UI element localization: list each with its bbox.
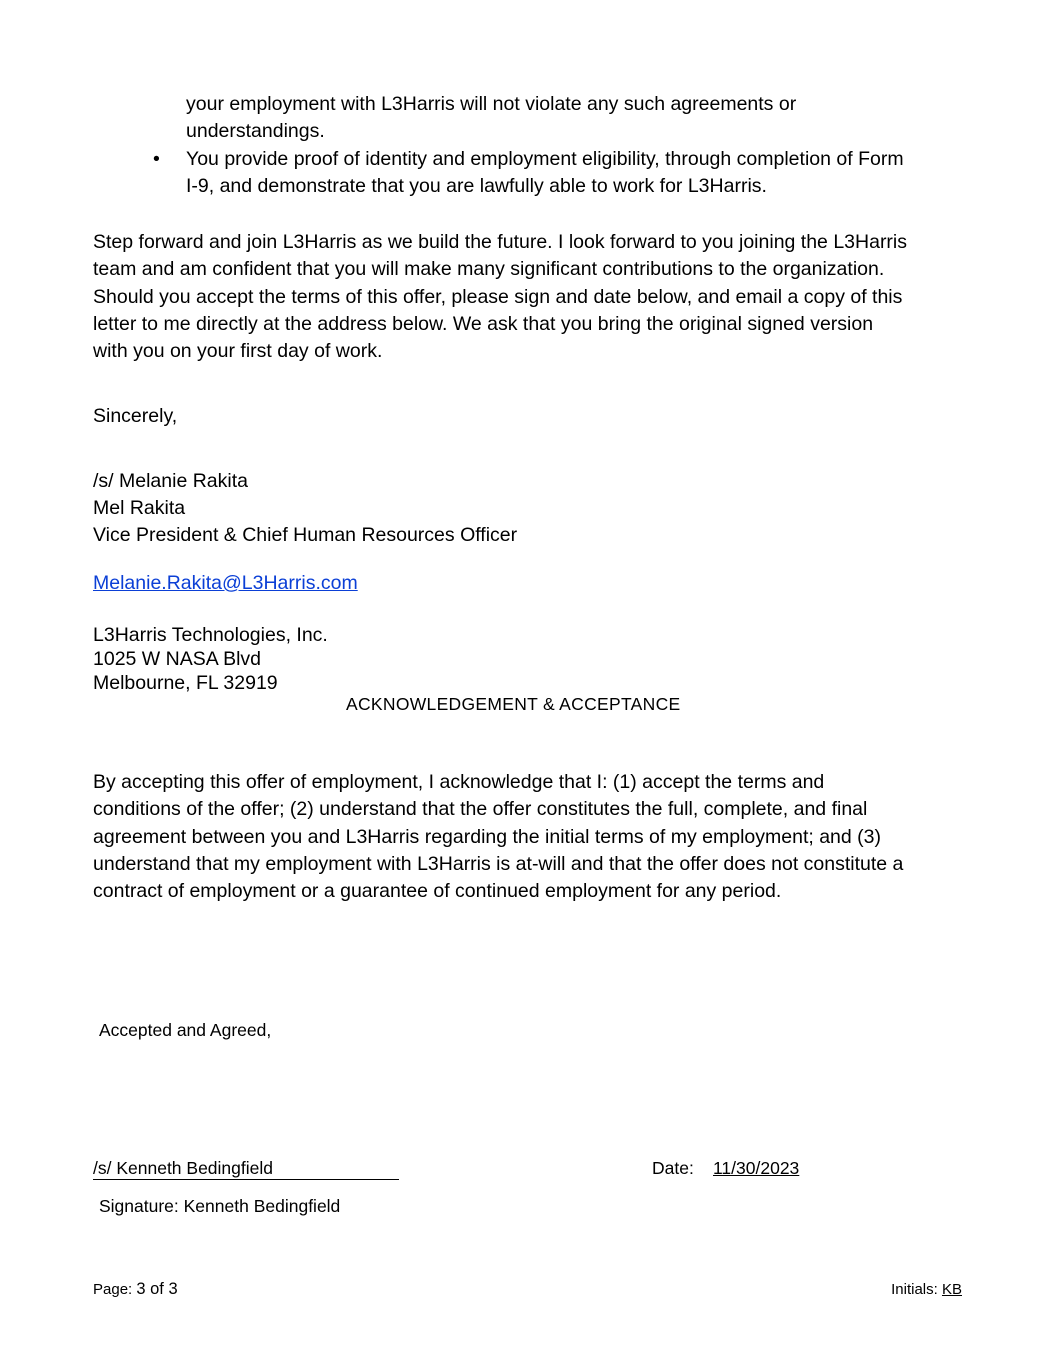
text-line: understandings. bbox=[186, 120, 325, 143]
bullet-continuation bbox=[186, 91, 796, 146]
accepted-label: Accepted and Agreed, bbox=[99, 1020, 272, 1040]
initials-label: Initials: bbox=[891, 1281, 938, 1298]
text-line: with you on your first day of work. bbox=[93, 340, 383, 363]
signer-name: Mel Rakita bbox=[93, 497, 186, 519]
signature-value: /s/ Kenneth Bedingfield bbox=[93, 1158, 273, 1178]
text-line: team and am confident that you will make many significant contributions to the organization. bbox=[93, 258, 885, 281]
page-value: 3 of 3 bbox=[136, 1280, 178, 1298]
company-street: 1025 W NASA Blvd bbox=[93, 648, 261, 670]
text-line: Step forward and join L3Harris as we build the future. I look forward to you joining the L3Harris bbox=[93, 231, 908, 253]
date-value[interactable]: 11/30/2023 bbox=[713, 1158, 800, 1178]
bullet-item bbox=[186, 146, 904, 201]
signer-email-link[interactable]: Melanie.Rakita@L3Harris.com bbox=[93, 572, 358, 594]
company-address bbox=[93, 623, 328, 695]
page-label: Page: bbox=[93, 1281, 133, 1298]
text-line: agreement between you and L3Harris regarding the initial terms of my employment; and (3) bbox=[93, 825, 881, 848]
page-indicator bbox=[93, 1280, 178, 1299]
text-line: Should you accept the terms of this offer, please sign and date below, and email a copy of this bbox=[93, 285, 903, 308]
acknowledgement-paragraph bbox=[93, 769, 973, 905]
date-label: Date: bbox=[652, 1158, 694, 1178]
initials-value: KB bbox=[941, 1281, 962, 1298]
text-line: your employment with L3Harris will not violate any such agreements or bbox=[186, 93, 797, 115]
text-line: letter to me directly at the address below. We ask that you bring the original signed version bbox=[93, 312, 874, 335]
closing-paragraph bbox=[93, 229, 973, 365]
text-line: understand that my employment with L3Harris is at-will and that the offer does not constitute a bbox=[93, 852, 904, 875]
signer-title: Vice President & Chief Human Resources Officer bbox=[93, 524, 518, 546]
initials-indicator bbox=[891, 1281, 962, 1298]
text-line: By accepting this offer of employment, I acknowledge that I: (1) accept the terms and bbox=[93, 771, 825, 793]
salutation: Sincerely, bbox=[93, 405, 178, 427]
bullet-icon: • bbox=[153, 148, 160, 170]
signature-caption: Signature: Kenneth Bedingfield bbox=[99, 1196, 341, 1216]
text-line: contract of employment or a guarantee of continued employment for any period. bbox=[93, 880, 782, 903]
text-line: conditions of the offer; (2) understand that the offer constitutes the full, complete, and final bbox=[93, 798, 868, 821]
text-line: You provide proof of identity and employment eligibility, through completion of Form bbox=[186, 148, 904, 170]
company-name: L3Harris Technologies, Inc. bbox=[93, 624, 328, 646]
company-city: Melbourne, FL 32919 bbox=[93, 672, 278, 694]
text-line: I-9, and demonstrate that you are lawfully able to work for L3Harris. bbox=[186, 175, 767, 198]
signer-signature: /s/ Melanie Rakita bbox=[93, 470, 248, 492]
acknowledgement-heading: ACKNOWLEDGEMENT & ACCEPTANCE bbox=[346, 694, 681, 714]
signature-field[interactable] bbox=[93, 1157, 399, 1180]
